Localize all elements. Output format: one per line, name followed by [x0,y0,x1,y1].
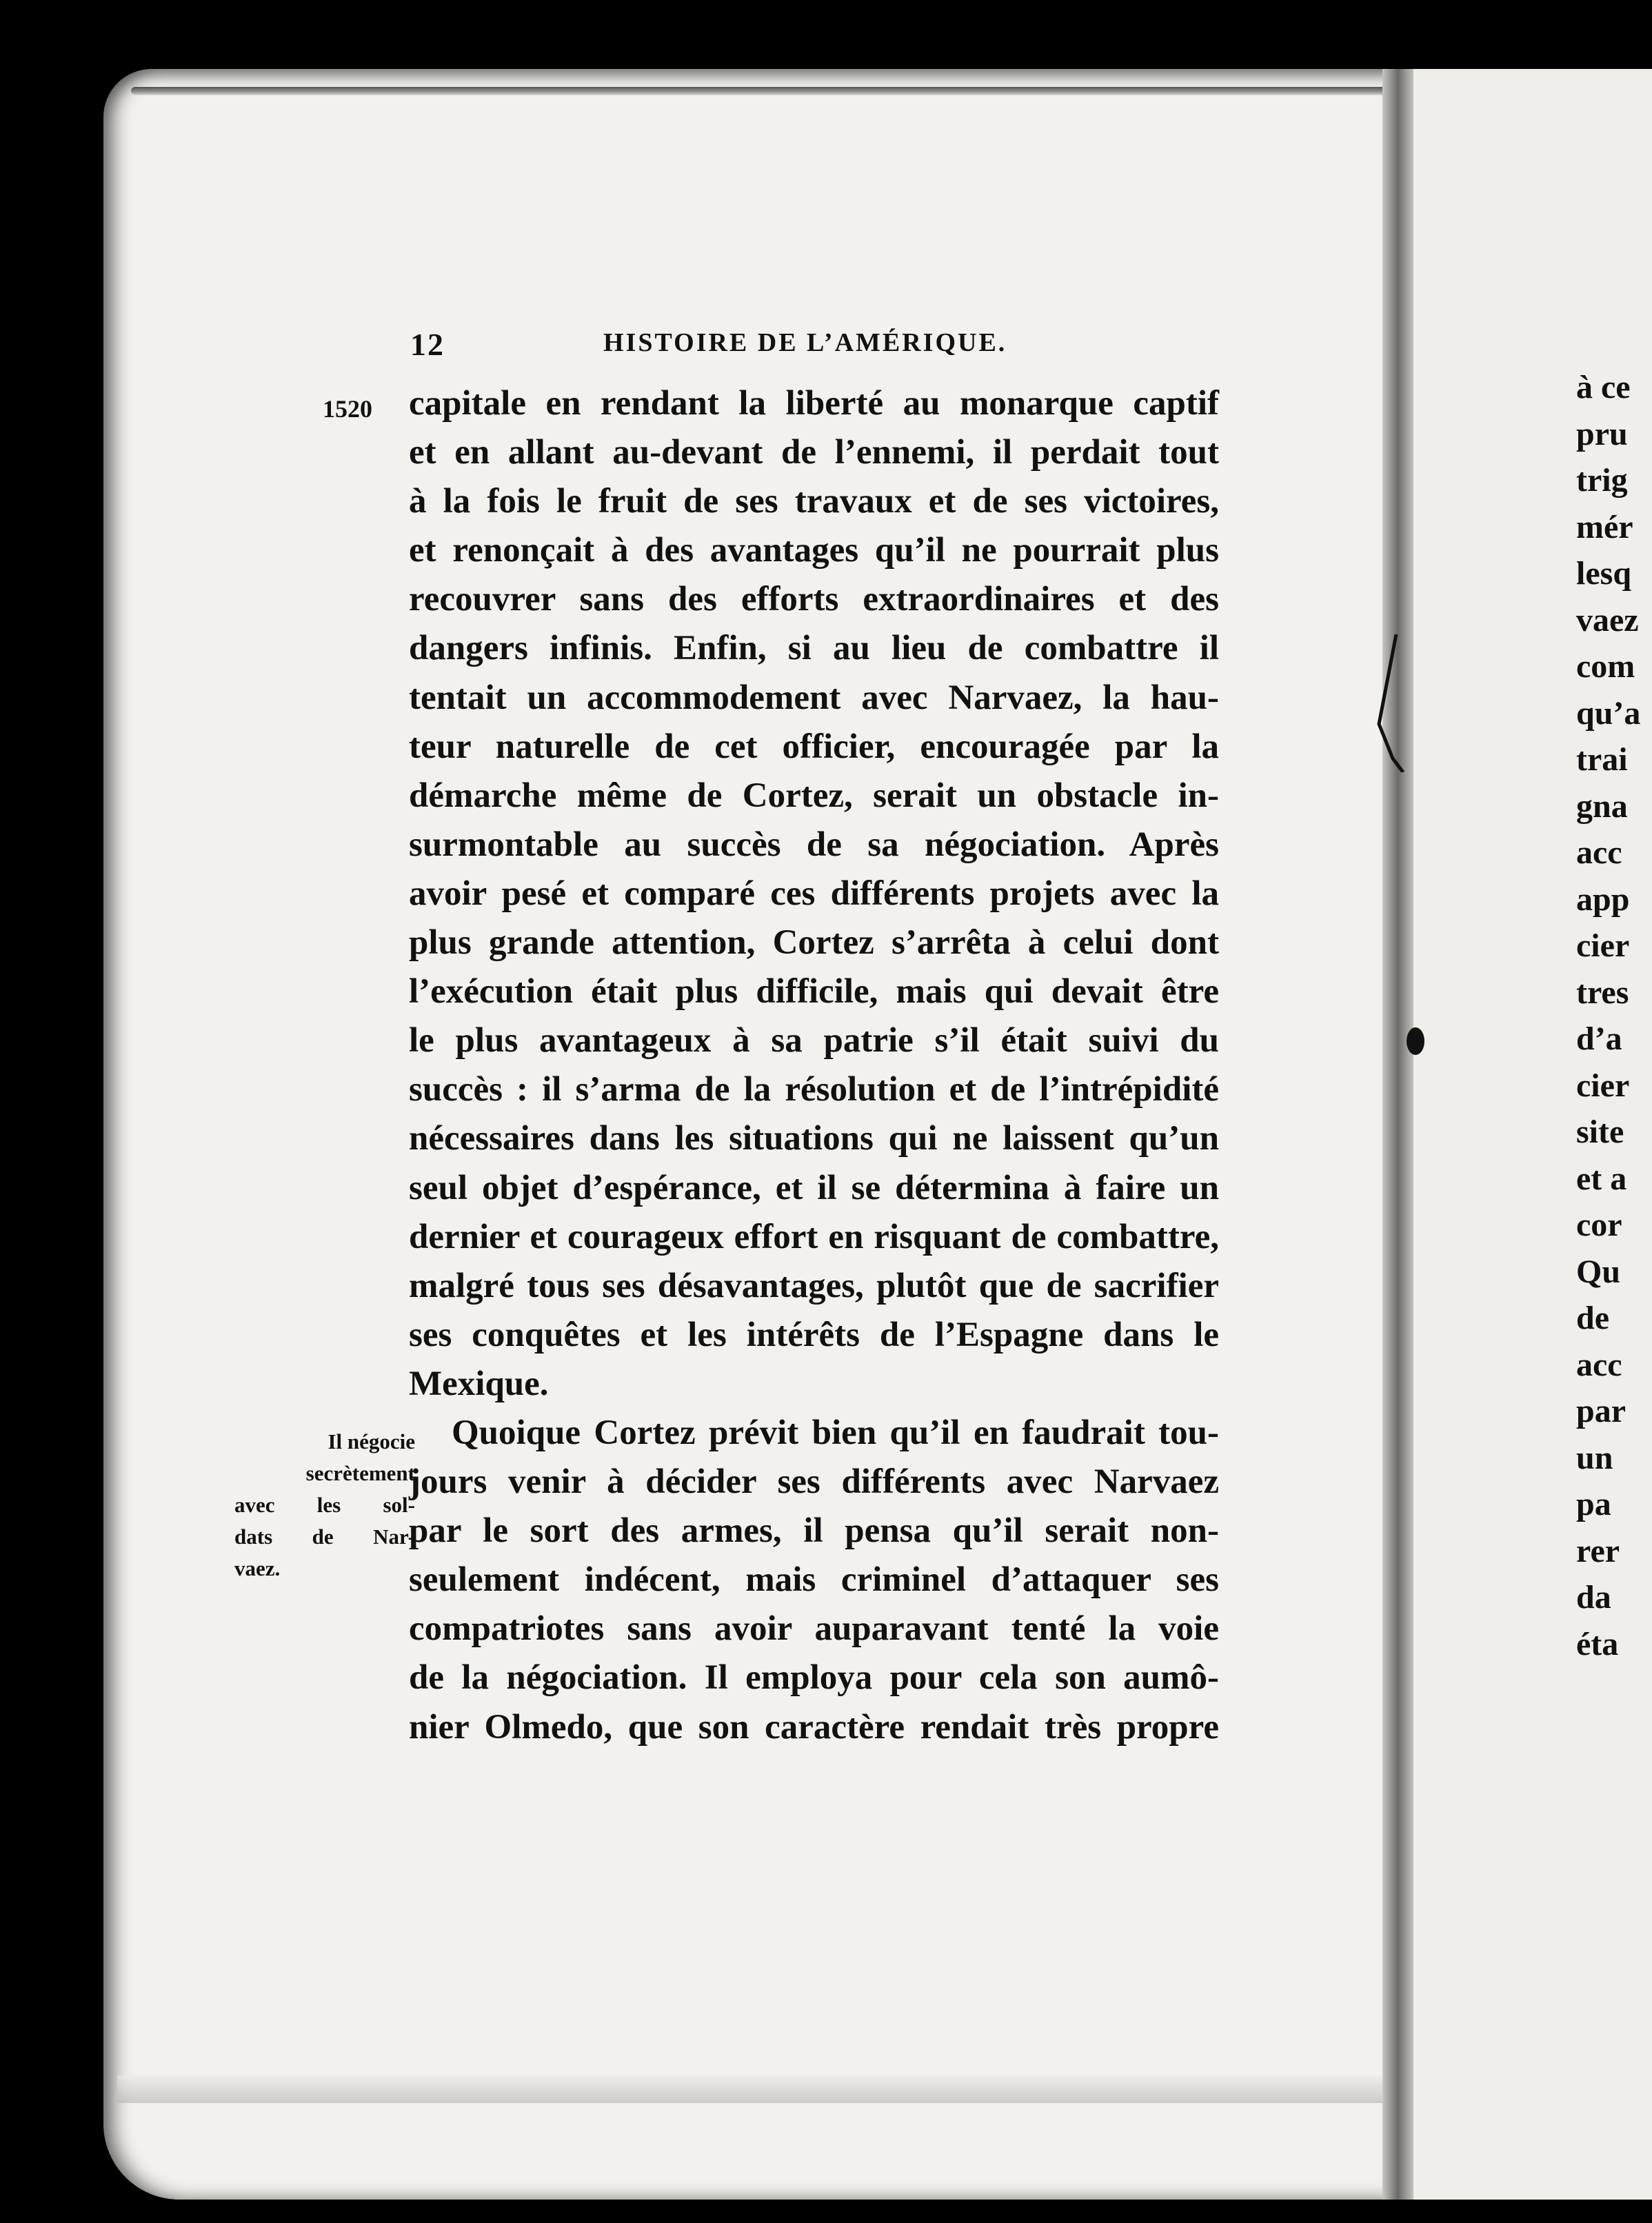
facing-page-line: com [1576,648,1635,685]
book-gutter [1382,69,1417,2200]
body-line: malgré tous ses désavantages, plutôt que de sacrifier [409,1266,1219,1305]
page-header-title: HISTOIRE DE L’AMÉRIQUE. [603,328,1007,357]
body-line: dangers infinis. Enfin, si au lieu de combattre il [409,629,1219,668]
facing-page-line: éta [1576,1625,1619,1662]
body-line: Quoique Cortez prévit bien qu’il en faudrait tou- [452,1413,1219,1452]
body-line: teur naturelle de cet officier, encouragée par la [409,727,1219,766]
facing-page-line: acc [1576,1346,1622,1383]
page-bottom-edge [117,2075,1400,2103]
facing-page-line: rer [1576,1532,1620,1569]
margin-note-line: secrètement [305,1461,415,1485]
body-line: seul objet d’espérance, et il se détermina à faire un [409,1168,1219,1207]
margin-note-line: Il négocie [328,1429,415,1454]
margin-note-line: avec les sol- [234,1493,415,1517]
facing-page-line: lesq [1576,555,1632,592]
body-line: et renonçait à des avantages qu’il ne pourrait plus [409,531,1219,570]
margin-note [234,1426,415,1585]
page-number: 12 [410,327,445,362]
body-line: démarche même de Cortez, serait un obstacle in- [409,776,1219,815]
facing-page-line: pa [1576,1486,1611,1522]
facing-page-line: vaez [1576,601,1639,638]
body-line: succès : il s’arma de la résolution et de l’intrépidité [409,1070,1219,1109]
body-line: avoir pesé et comparé ces différents projets avec la [409,874,1219,913]
facing-page-line: site [1576,1114,1624,1150]
facing-page-line: Qu [1576,1253,1621,1290]
facing-page-line: mér [1576,508,1633,545]
binding-mark [1407,1027,1424,1055]
body-line: recouvrer sans des efforts extraordinaires et des [409,580,1219,619]
body-line: le plus avantageux à sa patrie s’il était suivi du [409,1021,1219,1060]
facing-page-line: trai [1576,741,1628,778]
margin-note-line: dats de Nar- [234,1525,415,1549]
facing-page-line: qu’a [1576,694,1641,732]
facing-page-line: acc [1576,834,1622,871]
facing-page-line: app [1576,881,1630,918]
body-line: l’exécution était plus difficile, mais qui devait être [409,972,1219,1012]
body-line: plus grande attention, Cortez s’arrêta à celui dont [409,923,1219,963]
body-line: nécessaires dans les situations qui ne laissent qu’un [409,1119,1219,1158]
body-line: nier Olmedo, que son caractère rendait très propre [409,1707,1219,1747]
facing-page-line: par [1576,1393,1626,1429]
facing-page-line: cor [1576,1207,1622,1243]
body-line: ses conquêtes et les intérêts de l’Espagne dans le [409,1315,1219,1354]
year-marker: 1520 [323,395,372,423]
body-line: compatriotes sans avoir auparavant tenté la voie [409,1609,1219,1649]
facing-page-line: cier [1576,1067,1630,1104]
facing-page-line: trig [1576,462,1628,499]
body-line: tentait un accommodement avec Narvaez, la hau- [409,678,1219,717]
paper-tear-mark [1365,634,1407,772]
facing-page-line: à ce [1576,369,1631,405]
facing-page-line: de [1576,1300,1609,1336]
body-line: à la fois le fruit de ses travaux et de ses victoires, [409,482,1219,521]
body-line: surmontable au succès de sa négociation. Après [409,825,1219,864]
facing-page-line: et a [1576,1160,1627,1197]
body-line: dernier et courageux effort en risquant de combattre, [409,1217,1219,1256]
body-line: seulement indécent, mais criminel d’attaquer ses [409,1560,1219,1600]
page-top-edge [131,87,1386,95]
body-line: par le sort des armes, il pensa qu’il serait non- [409,1511,1219,1551]
body-text [409,379,1219,1752]
facing-page-line: un [1576,1439,1613,1476]
margin-note-line: vaez. [234,1556,281,1580]
facing-page-line: tres [1576,974,1629,1011]
body-line: capitale en rendant la liberté au monarque captif [409,384,1219,423]
running-head [410,326,1217,368]
facing-page-line: gna [1576,787,1628,825]
facing-page-line: cier [1576,927,1630,964]
facing-page-line: da [1576,1579,1611,1616]
body-line: jours venir à décider ses différents avec Narvaez [409,1462,1219,1502]
body-line: Mexique. [409,1364,549,1403]
facing-page-text [1576,364,1652,1667]
facing-page-line: d’a [1576,1020,1622,1057]
body-line: et en allant au-devant de l’ennemi, il perdait tout [409,433,1219,472]
body-line: de la négociation. Il employa pour cela son aumô- [409,1658,1219,1698]
facing-page-line: pru [1576,415,1628,452]
